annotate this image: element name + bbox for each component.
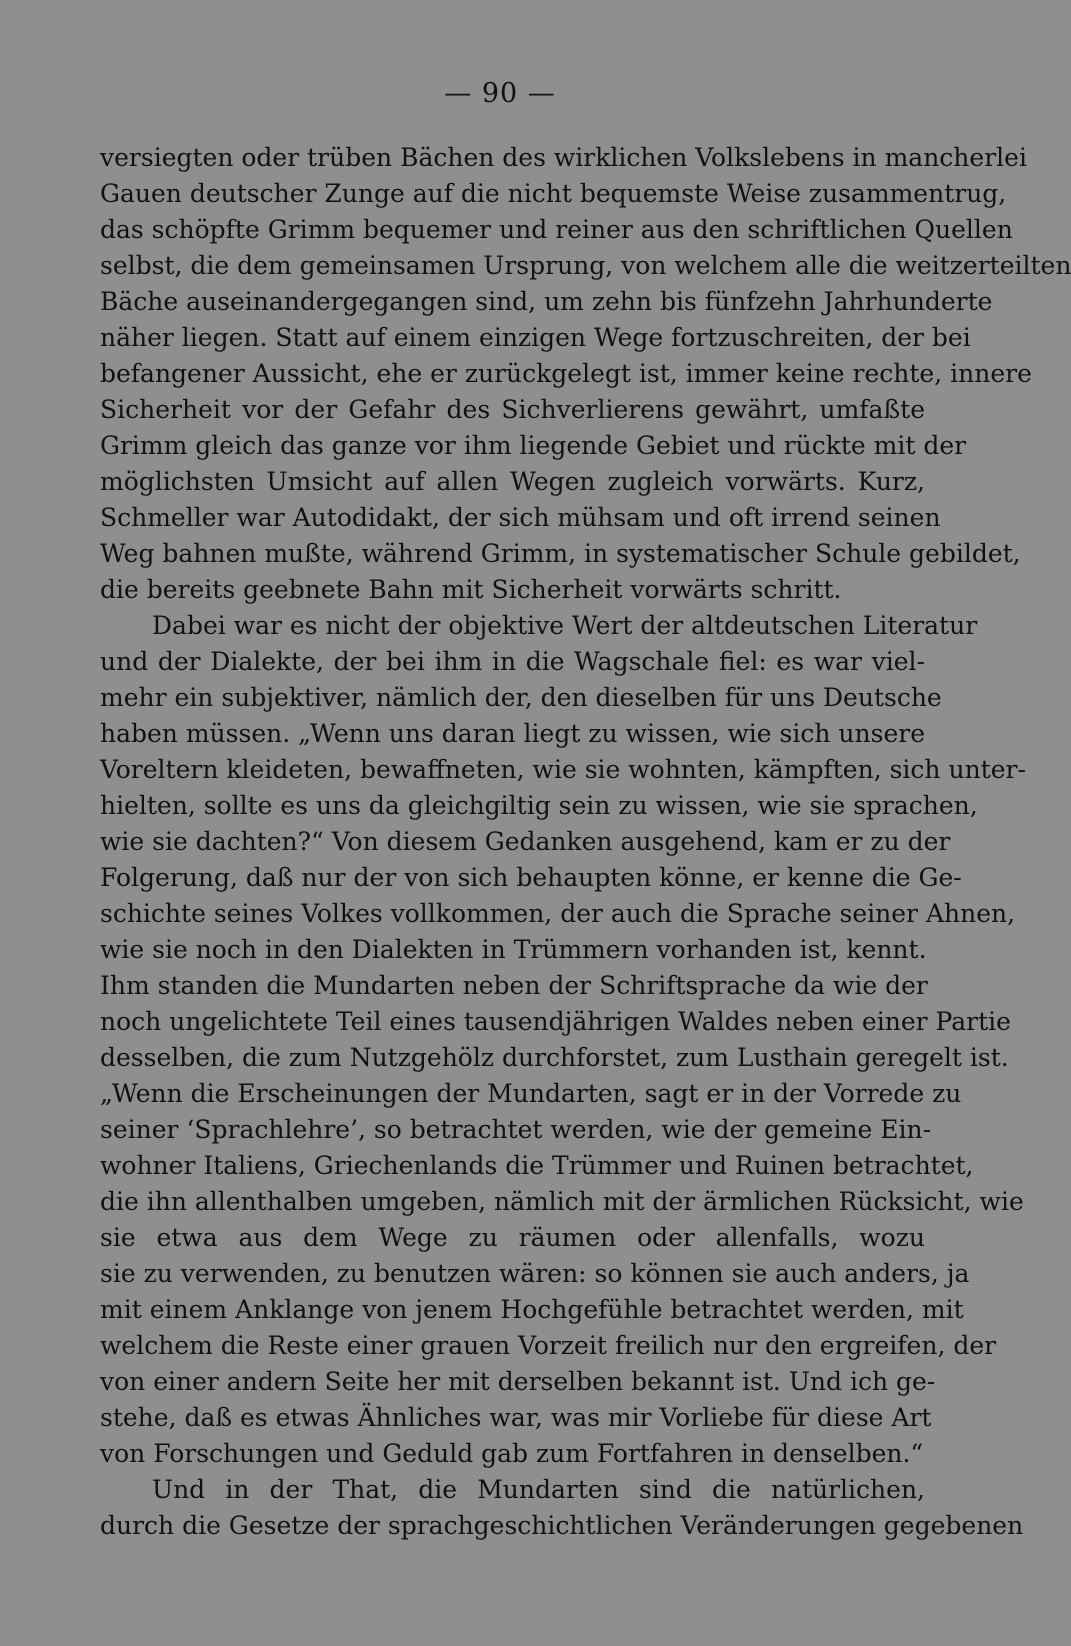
text-line: sie etwa aus dem Wege zu räumen oder allenfalls, wozu [100,1223,925,1252]
text-line: stehe, daß es etwas Ähnliches war, was mir Vorliebe für diese Art [100,1403,932,1432]
text-line: Folgerung, daß nur der von sich behaupten könne, er kenne die Ge- [100,863,962,892]
paragraph-start-line: Dabei war es nicht der objektive Wert der altdeutschen Literatur [152,611,978,640]
text-line: Schmeller war Autodidakt, der sich mühsam und oft irrend seinen [100,503,941,532]
text-line: von einer andern Seite her mit derselben bekannt ist. Und ich ge- [100,1367,936,1396]
text-line: und der Dialekte, der bei ihm in die Wagschale fiel: es war viel- [100,647,925,676]
text-line: noch ungelichtete Teil eines tausendjährigen Waldes neben einer Partie [100,1007,1011,1036]
text-line: sie zu verwenden, zu benutzen wären: so können sie auch anders, ja [100,1259,970,1288]
text-line: Weg bahnen mußte, während Grimm, in systematischer Schule gebildet, [100,539,1021,568]
text-line: von Forschungen und Geduld gab zum Fortfahren in denselben.“ [100,1439,924,1468]
text-line: desselben, die zum Nutzgehölz durchforstet, zum Lusthain geregelt ist. [100,1043,1009,1072]
text-line: die bereits geebnete Bahn mit Sicherheit vorwärts schritt. [100,575,842,604]
text-line: versiegten oder trüben Bächen des wirklichen Volkslebens in mancherlei [100,143,1027,172]
paragraph-start-line: Und in der That, die Mundarten sind die natürlichen, [152,1475,925,1504]
text-line: wie sie dachten?“ Von diesem Gedanken ausgehend, kam er zu der [100,827,951,856]
text-line: Grimm gleich das ganze vor ihm liegende Gebiet und rückte mit der [100,431,967,460]
text-line: mehr ein subjektiver, nämlich der, den dieselben für uns Deutsche [100,683,942,712]
text-line: haben müssen. „Wenn uns daran liegt zu wissen, wie sich unsere [100,719,925,748]
text-line: die ihn allenthalben umgeben, nämlich mit der ärmlichen Rücksicht, wie [100,1187,1024,1216]
text-line: näher liegen. Statt auf einem einzigen Wege fortzuschreiten, der bei [100,323,971,352]
page-number: — 90 — [444,78,556,109]
body-text [100,140,1071,1544]
text-line: hielten, sollte es uns da gleichgiltig sein zu wissen, wie sie sprachen, [100,791,978,820]
text-line: wohner Italiens, Griechenlands die Trümmer und Ruinen betrachtet, [100,1151,974,1180]
text-line: das schöpfte Grimm bequemer und reiner aus den schriftlichen Quellen [100,215,1013,244]
text-line: selbst, die dem gemeinsamen Ursprung, von welchem alle die weitzerteilten [100,251,1071,280]
text-line: durch die Gesetze der sprachgeschichtlichen Veränderungen gegebenen [100,1511,1024,1540]
text-line: Bäche auseinandergegangen sind, um zehn bis fünfzehn Jahrhunderte [100,287,993,316]
text-line: möglichsten Umsicht auf allen Wegen zugleich vorwärts. Kurz, [100,467,925,496]
text-line: befangener Aussicht, ehe er zurückgelegt ist, immer keine rechte, innere [100,359,1032,388]
text-line: schichte seines Volkes vollkommen, der auch die Sprache seiner Ahnen, [100,899,1016,928]
text-line: welchem die Reste einer grauen Vorzeit freilich nur den ergreifen, der [100,1331,997,1360]
text-line: Gauen deutscher Zunge auf die nicht bequemste Weise zusammentrug, [100,179,1007,208]
text-line: wie sie noch in den Dialekten in Trümmern vorhanden ist, kennt. [100,935,927,964]
text-line: mit einem Anklange von jenem Hochgefühle betrachtet werden, mit [100,1295,964,1324]
text-line: seiner ‘Sprachlehre’, so betrachtet werden, wie der gemeine Ein- [100,1115,932,1144]
text-line: Sicherheit vor der Gefahr des Sichverlierens gewährt, umfaßte [100,395,925,424]
text-line: „Wenn die Erscheinungen der Mundarten, sagt er in der Vorrede zu [100,1079,962,1108]
text-line: Voreltern kleideten, bewaffneten, wie sie wohnten, kämpften, sich unter- [100,755,1026,784]
text-line: Ihm standen die Mundarten neben der Schriftsprache da wie der [100,971,928,1000]
